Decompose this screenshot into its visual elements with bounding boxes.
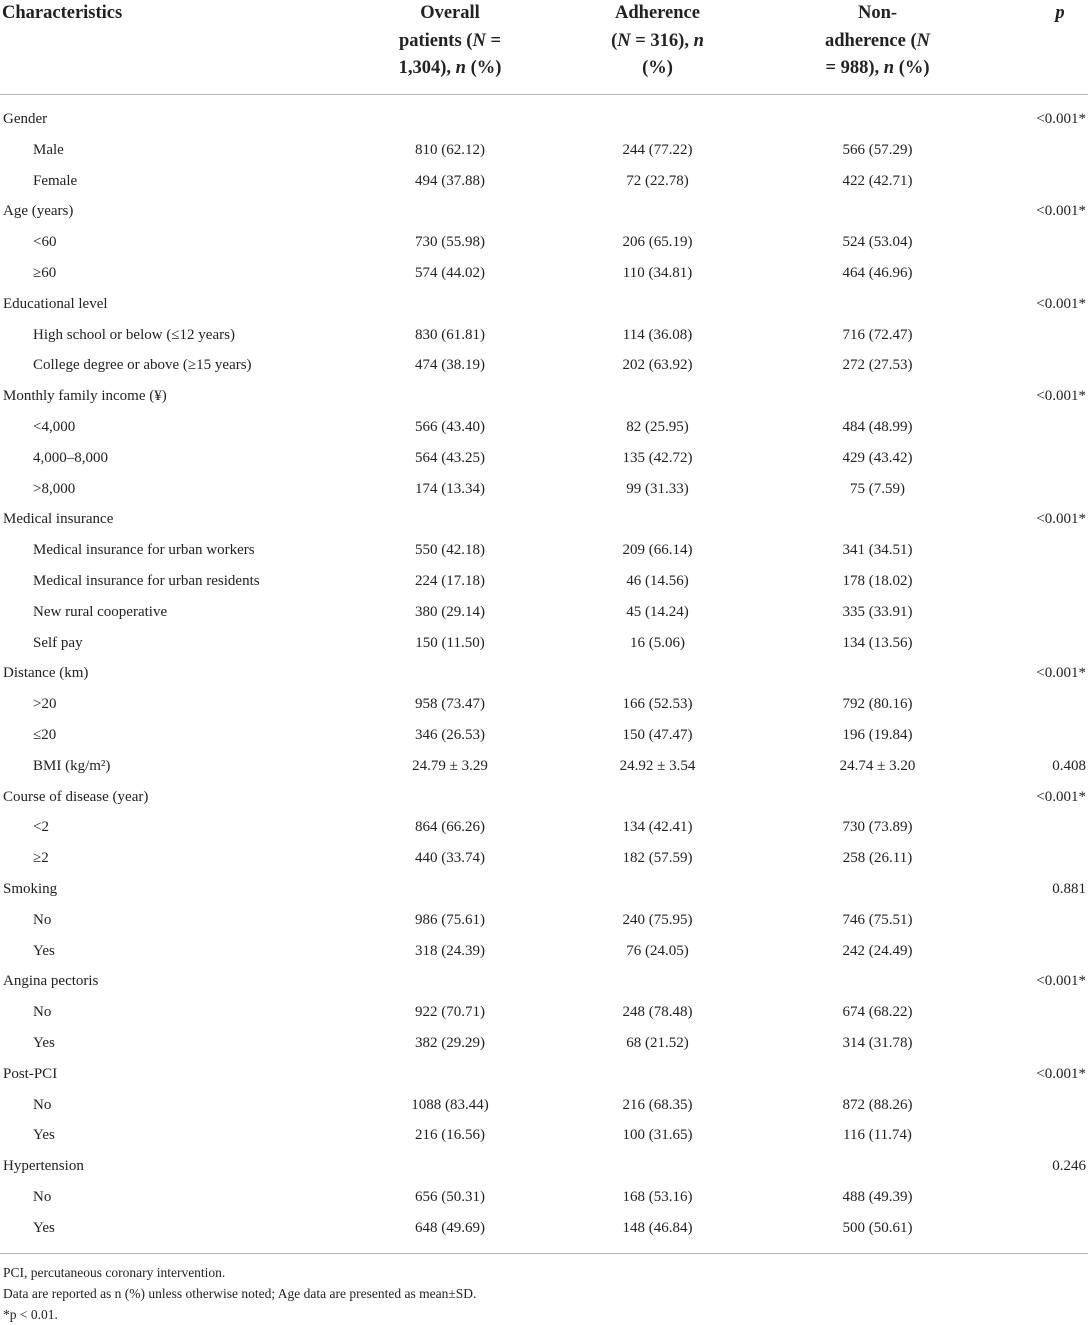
row-label: Course of disease (year) — [3, 788, 149, 805]
table-row — [0, 566, 1088, 597]
cell-p-value: <0.001* — [1036, 388, 1086, 405]
table-row-category — [0, 196, 1088, 227]
cell-adherence: 45 (14.24) — [626, 603, 689, 620]
table-row — [0, 1090, 1088, 1121]
table-row-category — [0, 966, 1088, 997]
table-row — [0, 936, 1088, 967]
cell-non-adherence: 716 (72.47) — [842, 326, 913, 343]
cell-overall: 24.79 ± 3.29 — [412, 757, 488, 774]
cell-overall: 174 (13.34) — [415, 480, 485, 497]
table-row — [0, 1028, 1088, 1059]
table-row-category — [0, 782, 1088, 813]
cell-adherence: 82 (25.95) — [626, 418, 689, 435]
header-p-value: p — [1055, 3, 1065, 23]
cell-overall: 564 (43.25) — [415, 449, 485, 466]
cell-adherence: 240 (75.95) — [622, 911, 693, 928]
table-row — [0, 474, 1088, 505]
row-label: ≥60 — [33, 264, 57, 281]
row-label: Medical insurance for urban residents — [33, 572, 260, 589]
cell-adherence: 168 (53.16) — [622, 1188, 693, 1205]
cell-adherence: 148 (46.84) — [622, 1219, 693, 1236]
table-header — [0, 0, 1088, 95]
row-label: High school or below (≤12 years) — [33, 326, 235, 343]
cell-non-adherence: 24.74 ± 3.20 — [839, 757, 916, 774]
table-row — [0, 751, 1088, 782]
header-non-adherence: Non- adherence (N = 988), n (%) — [825, 3, 930, 78]
table-row-category — [0, 658, 1088, 689]
table-row — [0, 628, 1088, 659]
cell-non-adherence: 242 (24.49) — [842, 942, 913, 959]
cell-p-value: <0.001* — [1036, 111, 1086, 127]
cell-overall: 656 (50.31) — [415, 1188, 485, 1205]
cell-non-adherence: 335 (33.91) — [842, 603, 913, 620]
cell-non-adherence: 341 (34.51) — [842, 542, 913, 559]
cell-non-adherence: 484 (48.99) — [842, 418, 913, 435]
table-row — [0, 720, 1088, 751]
row-label: Post-PCI — [3, 1065, 58, 1082]
cell-overall: 474 (38.19) — [415, 357, 485, 374]
row-label: <4,000 — [33, 418, 76, 435]
cell-overall: 382 (29.29) — [415, 1034, 485, 1051]
cell-adherence: 114 (36.08) — [622, 326, 693, 343]
row-label: Monthly family income (¥) — [3, 388, 167, 405]
row-label: Yes — [33, 1034, 55, 1051]
cell-adherence: 182 (57.59) — [622, 850, 693, 867]
table-row — [0, 412, 1088, 443]
row-label: College degree or above (≥15 years) — [33, 357, 252, 374]
header-characteristics: Characteristics — [2, 3, 123, 23]
row-label: Yes — [33, 1127, 55, 1144]
row-label: No — [33, 1188, 52, 1205]
cell-non-adherence: 178 (18.02) — [842, 572, 913, 589]
row-label: Educational level — [3, 295, 108, 312]
row-label: Medical insurance for urban workers — [33, 542, 255, 559]
table-row — [0, 1120, 1088, 1151]
cell-overall: 566 (43.40) — [415, 418, 485, 435]
table-row-category — [0, 504, 1088, 535]
row-label: Medical insurance — [3, 511, 114, 528]
table-row — [0, 320, 1088, 351]
table-row-category — [0, 1151, 1088, 1182]
row-label: No — [33, 1004, 52, 1021]
row-label: >20 — [33, 696, 57, 713]
cell-adherence: 202 (63.92) — [622, 357, 693, 374]
cell-adherence: 248 (78.48) — [622, 1004, 693, 1021]
row-label: New rural cooperative — [33, 603, 168, 620]
cell-p-value: <0.001* — [1036, 203, 1086, 220]
header-overall: Overall patients (N = 1,304), n (%) — [398, 3, 502, 78]
table-row — [0, 689, 1088, 720]
cell-adherence: 209 (66.14) — [622, 542, 693, 559]
cell-non-adherence: 488 (49.39) — [842, 1188, 913, 1205]
cell-overall: 574 (44.02) — [415, 264, 485, 281]
footnote-abbreviation: PCI, percutaneous coronary intervention. — [3, 1265, 226, 1280]
cell-adherence: 216 (68.35) — [622, 1096, 693, 1113]
row-label: No — [33, 911, 52, 928]
cell-adherence: 134 (42.41) — [622, 819, 693, 836]
cell-p-value: <0.001* — [1036, 788, 1086, 805]
row-label: Distance (km) — [3, 665, 89, 682]
table-row — [0, 350, 1088, 381]
table-row-category — [0, 289, 1088, 320]
table-row — [0, 812, 1088, 843]
row-label: Hypertension — [3, 1158, 84, 1175]
cell-overall: 224 (17.18) — [415, 572, 485, 589]
cell-non-adherence: 464 (46.96) — [842, 264, 913, 281]
table-row — [0, 443, 1088, 474]
table-body — [0, 104, 1088, 1243]
cell-adherence: 100 (31.65) — [622, 1127, 693, 1144]
footnote-significance: *p < 0.01. — [3, 1307, 58, 1322]
footnote-data-note: Data are reported as n (%) unless otherwise noted; Age data are presented as mean±SD. — [3, 1286, 477, 1301]
cell-p-value: <0.001* — [1036, 665, 1086, 682]
cell-non-adherence: 872 (88.26) — [842, 1096, 913, 1113]
header-adherence: Adherence (N = 316), n (%) — [611, 3, 704, 78]
cell-overall: 494 (37.88) — [415, 172, 485, 189]
table-row — [0, 258, 1088, 289]
row-label: ≥2 — [33, 850, 49, 867]
cell-p-value: <0.001* — [1036, 511, 1086, 528]
cell-overall: 810 (62.12) — [415, 141, 485, 158]
table-row — [0, 843, 1088, 874]
table-row — [0, 997, 1088, 1028]
table-footnotes — [3, 1262, 476, 1325]
cell-p-value: 0.408 — [1052, 757, 1086, 774]
cell-non-adherence: 674 (68.22) — [842, 1004, 913, 1021]
cell-adherence: 206 (65.19) — [622, 234, 693, 251]
cell-overall: 1088 (83.44) — [411, 1096, 489, 1113]
cell-overall: 150 (11.50) — [415, 634, 485, 651]
cell-overall: 864 (66.26) — [415, 819, 485, 836]
row-label: ≤20 — [33, 726, 57, 743]
table-row-category — [0, 104, 1088, 135]
cell-p-value: 0.881 — [1052, 880, 1086, 897]
cell-adherence: 244 (77.22) — [622, 141, 693, 158]
cell-adherence: 110 (34.81) — [622, 264, 693, 281]
table-row — [0, 905, 1088, 936]
cell-adherence: 99 (31.33) — [626, 480, 689, 497]
row-label: <2 — [33, 819, 49, 836]
cell-non-adherence: 196 (19.84) — [842, 726, 913, 743]
table-row — [0, 227, 1088, 258]
row-label: Yes — [33, 942, 55, 959]
cell-overall: 730 (55.98) — [415, 234, 485, 251]
cell-non-adherence: 422 (42.71) — [842, 172, 913, 189]
cell-adherence: 46 (14.56) — [626, 572, 689, 589]
table-row — [0, 1182, 1088, 1213]
table-row-category — [0, 381, 1088, 412]
row-label: 4,000–8,000 — [33, 449, 108, 466]
cell-adherence: 135 (42.72) — [622, 449, 693, 466]
cell-non-adherence: 314 (31.78) — [842, 1034, 913, 1051]
cell-non-adherence: 566 (57.29) — [842, 141, 913, 158]
table-row — [0, 597, 1088, 628]
cell-adherence: 76 (24.05) — [626, 942, 689, 959]
cell-overall: 346 (26.53) — [415, 726, 485, 743]
table-bottom-rule — [0, 1253, 1088, 1254]
row-label: Smoking — [3, 880, 58, 897]
cell-non-adherence: 730 (73.89) — [842, 819, 913, 836]
cell-overall: 986 (75.61) — [415, 911, 485, 928]
cell-non-adherence: 524 (53.04) — [842, 234, 913, 251]
table-row-category — [0, 1059, 1088, 1090]
table-row — [0, 135, 1088, 166]
cell-overall: 550 (42.18) — [415, 542, 485, 559]
cell-adherence: 150 (47.47) — [622, 726, 693, 743]
cell-non-adherence: 134 (13.56) — [842, 634, 913, 651]
row-label: BMI (kg/m²) — [33, 757, 111, 774]
cell-p-value: <0.001* — [1036, 295, 1086, 312]
table-row-category — [0, 874, 1088, 905]
row-label: Gender — [3, 111, 48, 127]
row-label: Female — [33, 172, 78, 189]
cell-p-value: 0.246 — [1052, 1158, 1086, 1175]
table-row — [0, 535, 1088, 566]
row-label: Male — [33, 141, 64, 158]
cell-adherence: 72 (22.78) — [626, 172, 689, 189]
row-label: Self pay — [33, 634, 83, 651]
cell-overall: 318 (24.39) — [415, 942, 485, 959]
row-label: Age (years) — [3, 203, 74, 220]
row-label: No — [33, 1096, 52, 1113]
cell-non-adherence: 500 (50.61) — [842, 1219, 913, 1236]
table-row — [0, 166, 1088, 197]
table-row — [0, 1213, 1088, 1244]
cell-adherence: 16 (5.06) — [630, 634, 685, 651]
cell-adherence: 166 (52.53) — [622, 696, 693, 713]
cell-overall: 648 (49.69) — [415, 1219, 485, 1236]
cell-non-adherence: 746 (75.51) — [842, 911, 913, 928]
cell-non-adherence: 792 (80.16) — [842, 696, 913, 713]
cell-overall: 922 (70.71) — [415, 1004, 485, 1021]
row-label: <60 — [33, 234, 57, 251]
cell-p-value: <0.001* — [1036, 973, 1086, 990]
row-label: Angina pectoris — [3, 973, 99, 990]
cell-non-adherence: 75 (7.59) — [850, 480, 905, 497]
row-label: >8,000 — [33, 480, 76, 497]
cell-non-adherence: 272 (27.53) — [842, 357, 913, 374]
cell-overall: 440 (33.74) — [415, 850, 485, 867]
cell-adherence: 24.92 ± 3.54 — [619, 757, 696, 774]
cell-p-value: <0.001* — [1036, 1065, 1086, 1082]
cell-adherence: 68 (21.52) — [626, 1034, 689, 1051]
cell-non-adherence: 116 (11.74) — [843, 1127, 912, 1144]
cell-non-adherence: 258 (26.11) — [842, 850, 913, 867]
cell-overall: 958 (73.47) — [415, 696, 485, 713]
row-label: Yes — [33, 1219, 55, 1236]
cell-overall: 830 (61.81) — [415, 326, 485, 343]
cell-overall: 216 (16.56) — [415, 1127, 485, 1144]
cell-non-adherence: 429 (43.42) — [842, 449, 913, 466]
cell-overall: 380 (29.14) — [415, 603, 485, 620]
